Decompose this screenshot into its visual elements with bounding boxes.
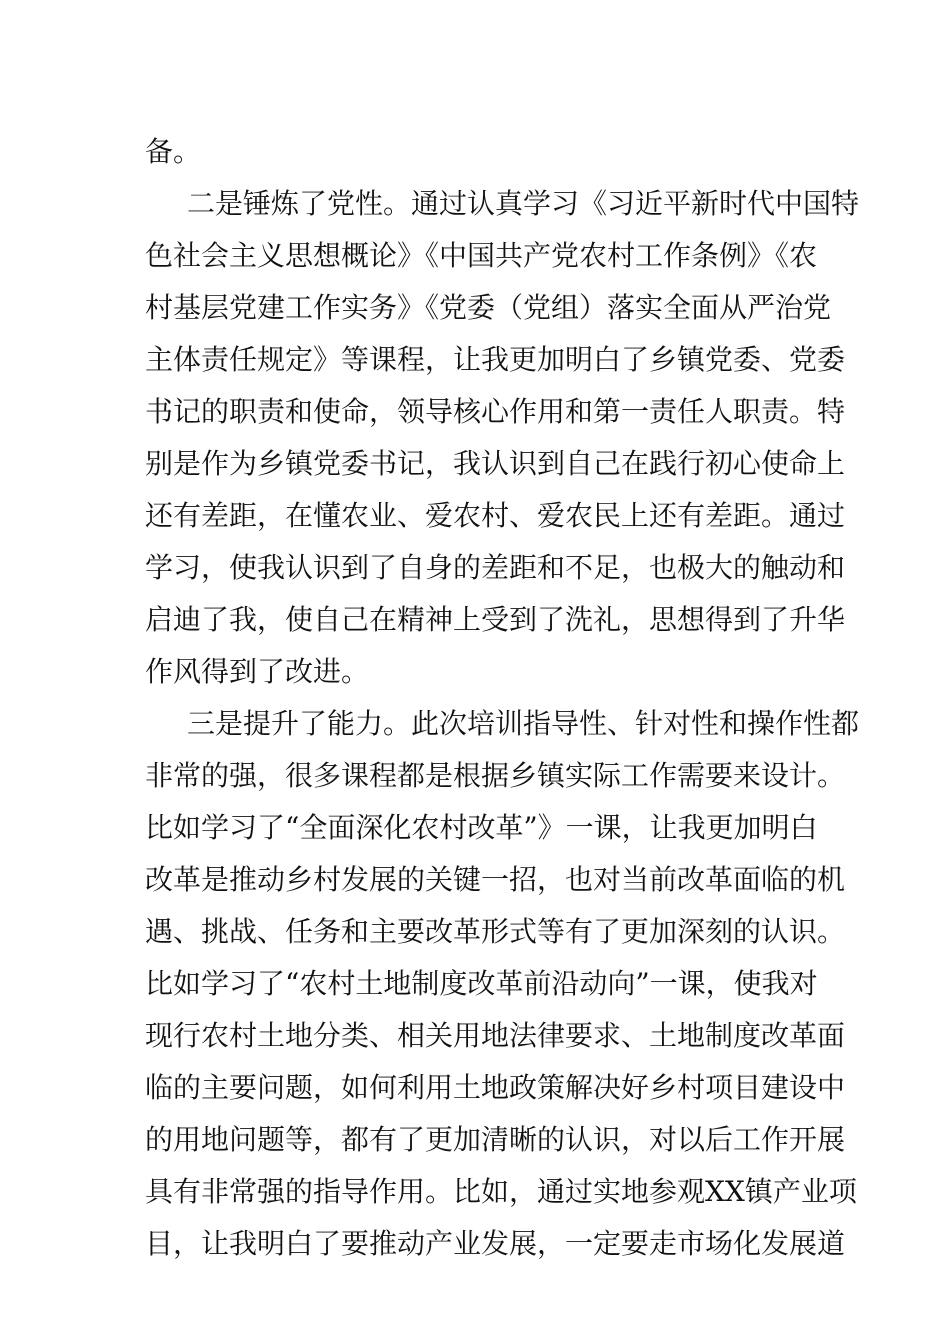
text-line: 色社会主义思想概论》《中国共产党农村工作条例》《农 [145,239,818,272]
text-line: 现行农村土地分类、相关用地法律要求、土地制度改革面 [145,1019,846,1052]
document-body [145,126,860,1270]
text-line: 比如学习了“全面深化农村改革”》一课，让我更加明白 [145,811,818,844]
text-line: 别是作为乡镇党委书记，我认识到自己在践行初心使命上 [145,447,846,480]
text-line: 改革是推动乡村发展的关键一招，也对当前改革面临的机 [145,863,846,896]
text-line: 主体责任规定》等课程，让我更加明白了乡镇党委、党委 [145,343,846,376]
text-line: 的用地问题等，都有了更加清晰的认识，对以后工作开展 [145,1123,846,1156]
text-line: 备。 [145,135,202,168]
text-line: 二是锤炼了党性。通过认真学习《习近平新时代中国特 [187,187,860,220]
text-line: 启迪了我，使自己在精神上受到了洗礼，思想得到了升华 [145,603,846,636]
text-line: 还有差距，在懂农业、爱农村、爱农民上还有差距。通过 [145,499,846,532]
text-line: 书记的职责和使命，领导核心作用和第一责任人职责。特 [145,395,846,428]
text-line: 三是提升了能力。此次培训指导性、针对性和操作性都 [187,707,860,740]
text-line: 村基层党建工作实务》《党委（党组）落实全面从严治党 [145,291,832,324]
text-line: 比如学习了“农村土地制度改革前沿动向”一课，使我对 [145,967,818,1000]
text-line: 遇、挑战、任务和主要改革形式等有了更加深刻的认识。 [145,915,846,948]
text-line: 非常的强，很多课程都是根据乡镇实际工作需要来设计。 [145,759,846,792]
text-line: 作风得到了改进。 [145,655,370,688]
text-line: 学习，使我认识到了自身的差距和不足，也极大的触动和 [145,551,846,584]
text-line: 目，让我明白了要推动产业发展，一定要走市场化发展道 [145,1227,846,1260]
text-line: 具有非常强的指导作用。比如，通过实地参观XX镇产业项 [145,1175,857,1208]
text-line: 临的主要问题，如何利用土地政策解决好乡村项目建设中 [145,1071,846,1104]
